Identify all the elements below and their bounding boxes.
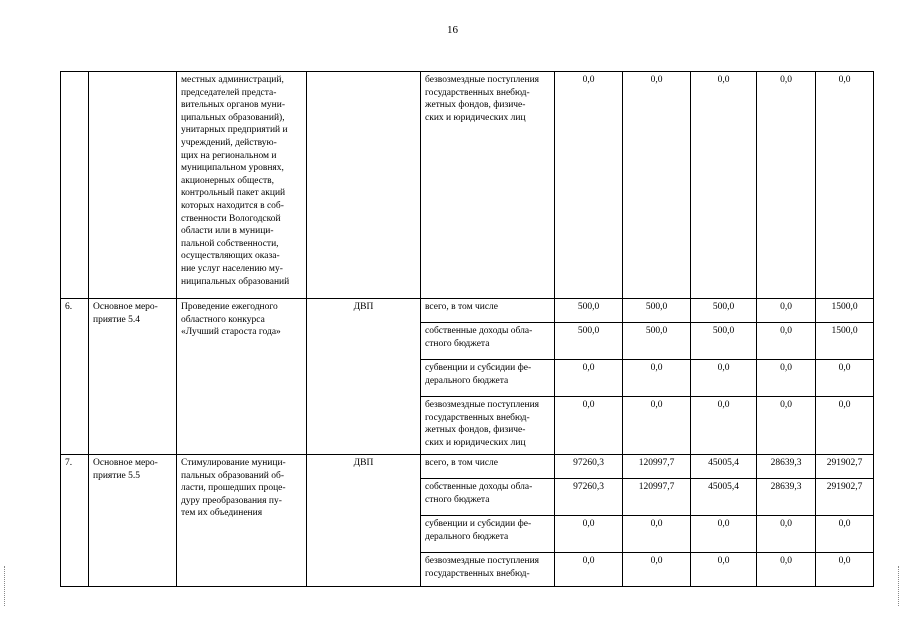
cell-source: безвозмездные поступления государственных внебюд- жетных фондов, физиче- ских и юридических лиц (421, 72, 555, 299)
table-row (61, 455, 874, 479)
cell-value: 500,0 (623, 323, 691, 360)
cell-source: безвозмездные поступления государственных внебюд- (421, 553, 555, 587)
cell-value: 0,0 (623, 397, 691, 455)
cell-value: 0,0 (816, 397, 874, 455)
cell-value: 0,0 (623, 516, 691, 553)
cell-source: субвенции и субсидии фе- дерального бюджета (421, 516, 555, 553)
cell-value: 0,0 (757, 360, 816, 397)
cell-value: 0,0 (555, 360, 623, 397)
cell-value: 120997,7 (623, 455, 691, 479)
cell-value: 0,0 (691, 360, 757, 397)
cell-value: 500,0 (691, 299, 757, 323)
cell-value: 0,0 (623, 360, 691, 397)
continuation-row (61, 72, 874, 299)
cell-num (61, 72, 89, 299)
cell-source: собственные доходы обла- стного бюджета (421, 323, 555, 360)
cell-value: 0,0 (623, 72, 691, 299)
cell-executor (307, 72, 421, 299)
cell-value: 28639,3 (757, 479, 816, 516)
cell-value: 0,0 (757, 323, 816, 360)
cell-value: 1500,0 (816, 299, 874, 323)
cell-value: 97260,3 (555, 479, 623, 516)
cell-name: Основное меро- приятие 5.5 (89, 455, 177, 587)
cell-num: 7. (61, 455, 89, 587)
scan-edge-mark (898, 566, 901, 606)
scan-edge-mark (4, 566, 7, 606)
cell-value: 500,0 (691, 323, 757, 360)
cell-value: 291902,7 (816, 479, 874, 516)
cell-source: субвенции и субсидии фе- дерального бюджета (421, 360, 555, 397)
cell-value: 0,0 (691, 72, 757, 299)
cell-value: 0,0 (757, 397, 816, 455)
cell-value: 0,0 (555, 516, 623, 553)
cell-value: 45005,4 (691, 455, 757, 479)
cell-value: 0,0 (555, 553, 623, 587)
cell-value: 0,0 (555, 72, 623, 299)
cell-executor: ДВП (307, 299, 421, 455)
cell-value: 500,0 (555, 323, 623, 360)
program-table (60, 71, 874, 587)
cell-value: 0,0 (691, 516, 757, 553)
cell-value: 0,0 (757, 72, 816, 299)
cell-source: всего, в том числе (421, 455, 555, 479)
cell-value: 0,0 (816, 72, 874, 299)
cell-value: 45005,4 (691, 479, 757, 516)
cell-value: 0,0 (816, 516, 874, 553)
cell-value: 0,0 (757, 299, 816, 323)
cell-value: 291902,7 (816, 455, 874, 479)
cell-description: Проведение ежегодного областного конкурса «Лучший староста года» (177, 299, 307, 455)
cell-value: 0,0 (816, 553, 874, 587)
cell-value: 120997,7 (623, 479, 691, 516)
cell-description: Стимулирование муници- пальных образований об- ласти, прошедших проце- дуру преобразования пу- тем их объединения (177, 455, 307, 587)
cell-name (89, 72, 177, 299)
cell-value: 0,0 (691, 397, 757, 455)
page-number: 16 (447, 24, 458, 36)
cell-num: 6. (61, 299, 89, 455)
cell-source: всего, в том числе (421, 299, 555, 323)
cell-value: 0,0 (691, 553, 757, 587)
cell-value: 0,0 (816, 360, 874, 397)
cell-value: 28639,3 (757, 455, 816, 479)
cell-source: собственные доходы обла- стного бюджета (421, 479, 555, 516)
cell-value: 0,0 (555, 397, 623, 455)
cell-value: 500,0 (623, 299, 691, 323)
cell-executor: ДВП (307, 455, 421, 587)
cell-description: местных администраций, председателей предста- вительных органов муни- ципальных образований), унитарных предприятий и учреждений, действую- щих на региональном и муниципальном уровнях, акционерных обществ, контрольный пакет акций которых находится в соб- ственности Вологодской области или в муници- пальной собственности, осуществляющих оказа- ние услуг населению му- ниципальных образований (177, 72, 307, 299)
cell-source: безвозмездные поступления государственных внебюд- жетных фондов, физиче- ских и юридических лиц (421, 397, 555, 455)
cell-value: 1500,0 (816, 323, 874, 360)
cell-value: 500,0 (555, 299, 623, 323)
cell-value: 0,0 (623, 553, 691, 587)
cell-value: 97260,3 (555, 455, 623, 479)
cell-value: 0,0 (757, 553, 816, 587)
table-row (61, 299, 874, 323)
cell-name: Основное меро- приятие 5.4 (89, 299, 177, 455)
cell-value: 0,0 (757, 516, 816, 553)
